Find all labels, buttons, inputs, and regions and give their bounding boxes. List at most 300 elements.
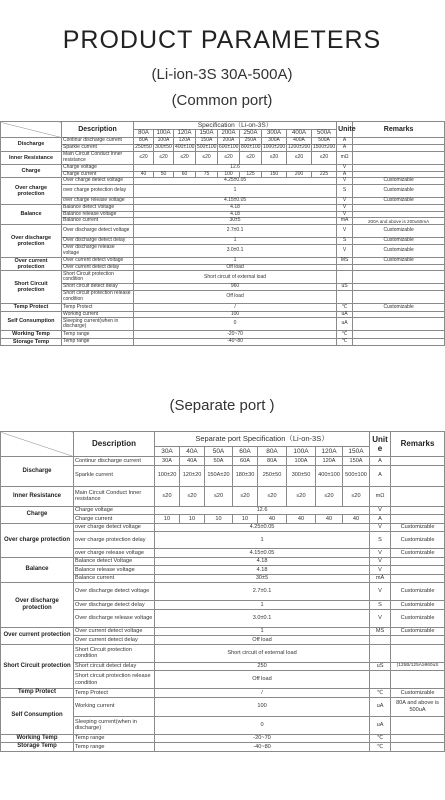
value-cell: ≤20 — [312, 151, 337, 164]
remark-cell — [391, 636, 445, 645]
unit-cell: ℃ — [337, 338, 353, 345]
size-cell: 40A — [180, 447, 205, 457]
value-cell: ≤20 — [180, 486, 205, 506]
value-cell: 150A — [196, 138, 218, 145]
row-description: Over discharge detect voltage — [74, 583, 155, 601]
unit-cell: V — [370, 583, 391, 601]
value-cell: 40 — [134, 171, 154, 178]
remark-cell: Customizable — [353, 225, 445, 238]
size-cell: 150A — [343, 447, 370, 457]
value-cell: ≤20 — [233, 486, 258, 506]
value-cell: 100 — [218, 171, 240, 178]
value-cell: 0 — [134, 318, 337, 331]
table-row — [1, 318, 445, 331]
table-row — [1, 225, 445, 238]
unit-cell: uS — [337, 284, 353, 291]
value-cell: 4.18 — [155, 566, 370, 575]
table-row — [1, 523, 445, 532]
unit-cell: A — [337, 145, 353, 152]
unit-cell: ℃ — [370, 743, 391, 752]
category-discharge: Discharge — [1, 457, 74, 487]
value-cell: 4.18 — [134, 211, 337, 218]
value-cell: 1 — [155, 532, 370, 549]
category-inner-resistance: Inner Resistance — [1, 151, 62, 164]
value-cell: ≤20 — [287, 486, 316, 506]
remark-cell: 200A and above is 200±50mA — [353, 218, 445, 225]
category-storage-temp: Storage Temp — [1, 743, 74, 752]
unit-cell — [370, 636, 391, 645]
table-row — [1, 244, 445, 257]
category-working-temp: Working Temp — [1, 331, 62, 338]
remark-cell — [391, 566, 445, 575]
unit-cell: V — [337, 225, 353, 238]
category-self-consumption: Self Consumption — [1, 697, 74, 734]
size-cell: 200A — [218, 130, 240, 138]
common-port-table — [0, 121, 445, 346]
value-cell: 40 — [343, 515, 370, 524]
model-subtitle: (Li-ion-3S 30A-500A) — [151, 66, 293, 83]
value-cell: 400±100 — [175, 144, 195, 151]
value-cell: 12.6 — [155, 506, 370, 515]
size-cell: 100A — [287, 447, 316, 457]
value-cell: 4.15±0.05 — [155, 549, 370, 558]
size-cell: 80A — [134, 130, 154, 138]
remark-cell — [391, 457, 445, 466]
unit-cell — [370, 671, 391, 689]
value-cell: 3.0±0.1 — [134, 244, 337, 257]
header-row — [1, 432, 445, 447]
value-cell: ≤20 — [196, 151, 218, 164]
row-description: Short Circuit protection condition — [74, 644, 155, 662]
table-row — [1, 506, 445, 515]
table-row — [1, 218, 445, 225]
row-description: Over current detect delay — [74, 636, 155, 645]
remark-cell: Customizable — [353, 185, 445, 198]
value-cell: 120A — [316, 457, 343, 466]
separate-port-table — [0, 431, 445, 752]
size-cell: 80A — [258, 447, 287, 457]
remark-cell: Customizable — [353, 244, 445, 257]
row-description: Balance detect Voltage — [62, 204, 134, 211]
remark-cell — [353, 284, 445, 291]
unit-cell: ℃ — [337, 304, 353, 311]
value-cell: 40 — [287, 515, 316, 524]
value-cell: 30±5 — [134, 218, 337, 225]
value-cell: ≤20 — [316, 486, 343, 506]
row-description: Main Circuit Conduct Inner resistance — [74, 486, 155, 506]
value-cell: Off load — [134, 264, 337, 271]
value-cell: 4.15±0.05 — [134, 198, 337, 205]
size-cell: 500A — [312, 130, 337, 138]
remark-cell — [391, 465, 445, 486]
value-cell: 150A±20 — [205, 465, 233, 486]
remark-cell — [391, 515, 445, 524]
row-description: Over discharge detect voltage — [62, 225, 134, 238]
remark-cell: Customizable — [391, 549, 445, 558]
value-cell: -40~80 — [134, 338, 337, 345]
row-description: Short circuit protection release condition — [74, 671, 155, 689]
row-description: Charge current — [74, 515, 155, 524]
value-cell: 225 — [312, 171, 337, 178]
remark-cell — [391, 574, 445, 583]
row-description: Charge voltage — [74, 506, 155, 515]
value-cell: ≤20 — [262, 151, 287, 164]
value-cell: / — [134, 304, 337, 311]
row-description: Sparkle current — [62, 145, 134, 152]
table-row — [1, 151, 445, 164]
unit-cell: uA — [370, 716, 391, 734]
table-row — [1, 583, 445, 601]
remark-cell: Customizable — [353, 238, 445, 245]
value-cell: 1 — [134, 257, 337, 264]
row-description: Main Circuit Conduct Inner resistance — [62, 151, 134, 164]
value-cell: 180±30 — [233, 465, 258, 486]
row-description: Balance release voltage — [62, 211, 134, 218]
table-row — [1, 557, 445, 566]
page-title: PRODUCT PARAMETERS — [62, 26, 382, 54]
remark-cell — [353, 291, 445, 304]
unit-cell: V — [337, 164, 353, 171]
value-cell: 1000±200 — [263, 144, 286, 151]
table-row — [1, 331, 445, 338]
value-cell: 250 — [155, 662, 370, 671]
category-over-current: Over current protection — [1, 627, 74, 644]
unit-cell: mΩ — [337, 151, 353, 164]
value-cell: ≤20 — [134, 151, 154, 164]
specification-header: Separate port Specification（Li-on-3S） — [155, 432, 370, 447]
category-discharge: Discharge — [1, 138, 62, 152]
value-cell: 2.7±0.1 — [155, 583, 370, 601]
value-cell: 1 — [134, 185, 337, 198]
table-row — [1, 311, 445, 318]
value-cell: 10 — [205, 515, 233, 524]
row-description: over charge protection delay — [62, 185, 134, 198]
value-cell: 80A — [134, 138, 154, 145]
row-description: Sparkle current — [74, 465, 155, 486]
value-cell: 30±5 — [155, 574, 370, 583]
remark-cell: Customizable — [391, 583, 445, 601]
unit-cell: uA — [337, 318, 353, 331]
unit-cell: V — [370, 609, 391, 627]
size-cell: 50A — [205, 447, 233, 457]
value-cell: -20~70 — [134, 331, 337, 338]
value-cell: 1 — [155, 627, 370, 636]
row-description: Continur discharge current — [62, 138, 134, 145]
unit-cell: ℃ — [370, 689, 391, 698]
value-cell: 2.7±0.1 — [134, 225, 337, 238]
value-cell: -40~80 — [155, 743, 370, 752]
unit-cell: uS — [370, 662, 391, 671]
corner-cell — [1, 432, 74, 457]
category-over-charge: Over charge protection — [1, 178, 62, 205]
common-port-heading: (Common port) — [171, 92, 273, 109]
unit-cell: MS — [370, 627, 391, 636]
row-description: Sleeping current(when in discharge) — [62, 318, 134, 331]
remark-cell: Customizable — [391, 523, 445, 532]
remark-cell — [353, 271, 445, 284]
row-description: Temp Protect — [74, 689, 155, 698]
row-description: Over current detect delay — [62, 264, 134, 271]
remark-cell — [353, 138, 445, 145]
remark-cell: Customizable — [353, 257, 445, 264]
size-cell: 60A — [233, 447, 258, 457]
header-row — [1, 122, 445, 130]
unit-cell: V — [370, 506, 391, 515]
row-description: Temp range — [62, 331, 134, 338]
row-description: Temp range — [74, 734, 155, 743]
row-description: Balance release voltage — [74, 566, 155, 575]
value-cell: ≤20 — [174, 151, 196, 164]
remark-cell — [353, 164, 445, 171]
row-description: Over discharge detect delay — [62, 238, 134, 245]
value-cell: 10 — [233, 515, 258, 524]
row-description: over charge detect voltage — [74, 523, 155, 532]
category-inner-resistance: Inner Resistance — [1, 486, 74, 506]
remark-cell — [391, 716, 445, 734]
value-cell: 1200±200 — [288, 144, 311, 151]
unit-cell: uA — [337, 311, 353, 318]
description-header: Description — [74, 432, 155, 457]
remark-cell — [353, 318, 445, 331]
value-cell: 400±100 — [316, 465, 343, 486]
table-row — [1, 486, 445, 506]
size-cell: 300A — [262, 130, 287, 138]
value-cell: 4.25±0.05 — [155, 523, 370, 532]
table-row — [1, 271, 445, 284]
row-description: Charge voltage — [62, 164, 134, 171]
value-cell: Short circuit of external load — [134, 271, 337, 284]
remark-cell: Customizable — [353, 304, 445, 311]
value-cell: 300±50 — [155, 144, 172, 151]
value-cell: 150 — [262, 171, 287, 178]
unit-cell: S — [337, 238, 353, 245]
separate-port-heading: (Separate port ) — [169, 397, 275, 414]
value-cell: 400A — [287, 138, 312, 145]
unit-cell: S — [337, 185, 353, 198]
category-short-circuit: Short Circuit protection — [1, 271, 62, 304]
category-charge: Charge — [1, 506, 74, 523]
description-header: Description — [62, 122, 134, 138]
table-row — [1, 743, 445, 752]
value-cell: 40 — [258, 515, 287, 524]
row-description: Over discharge detect delay — [74, 601, 155, 610]
table-row — [1, 644, 445, 662]
value-cell: 50A — [205, 457, 233, 466]
table-row — [1, 185, 445, 198]
category-storage-temp: Storage Temp — [1, 338, 62, 345]
unit-cell: MS — [337, 257, 353, 264]
table-row — [1, 338, 445, 345]
value-cell: -20~70 — [155, 734, 370, 743]
row-description: Temp range — [74, 743, 155, 752]
unit-cell: A — [370, 457, 391, 466]
unit-cell: A — [370, 515, 391, 524]
remark-cell — [353, 211, 445, 218]
size-cell: 150A — [196, 130, 218, 138]
row-description: Sleeping current(when in discharge) — [74, 716, 155, 734]
value-cell: 120A — [174, 138, 196, 145]
value-cell: 30A — [155, 457, 180, 466]
remark-cell — [391, 486, 445, 506]
value-cell: 200A — [218, 138, 240, 145]
value-cell: 250±50 — [258, 465, 287, 486]
table-row — [1, 734, 445, 743]
specification-header: Specification（Li-on-3S） — [134, 122, 337, 130]
category-short-circuit: Short Circuit protection — [1, 644, 74, 689]
table-row — [1, 457, 445, 466]
remark-cell — [391, 743, 445, 752]
row-description: over charge release voltage — [62, 198, 134, 205]
value-cell: ≤20 — [205, 486, 233, 506]
category-temp-protect: Temp Protect — [1, 689, 74, 698]
size-cell: 120A — [316, 447, 343, 457]
value-cell: 3.0±0.1 — [155, 609, 370, 627]
value-cell: 500A — [312, 138, 337, 145]
remark-cell — [391, 734, 445, 743]
row-description: Short circuit protection release condition — [62, 291, 134, 304]
category-over-current: Over current protection — [1, 257, 62, 271]
remark-cell — [353, 331, 445, 338]
table-row — [1, 304, 445, 311]
value-cell: ≤20 — [240, 151, 262, 164]
value-cell: 1 — [155, 601, 370, 610]
remark-cell — [353, 151, 445, 164]
row-description: Working current — [62, 311, 134, 318]
row-description: Over current detect voltage — [62, 257, 134, 264]
category-balance: Balance — [1, 204, 62, 224]
row-description: Balance detect Voltage — [74, 557, 155, 566]
category-balance: Balance — [1, 557, 74, 583]
value-cell: 200 — [287, 171, 312, 178]
value-cell: 0 — [155, 716, 370, 734]
row-description: Over discharge release voltage — [62, 244, 134, 257]
remarks-header: Remarks — [391, 432, 445, 457]
row-description: Working current — [74, 697, 155, 716]
row-description: over charge release voltage — [74, 549, 155, 558]
size-cell: 120A — [174, 130, 196, 138]
remark-cell — [353, 311, 445, 318]
remark-cell: Customizable — [391, 689, 445, 698]
unit-cell: ℃ — [370, 734, 391, 743]
remark-cell — [353, 338, 445, 345]
value-cell: 75 — [196, 171, 218, 178]
remark-cell: Customizable — [391, 627, 445, 636]
category-temp-protect: Temp Protect — [1, 304, 62, 311]
value-cell: 120±20 — [180, 465, 205, 486]
category-over-charge: Over charge protection — [1, 523, 74, 557]
unit-cell: V — [370, 523, 391, 532]
remark-cell — [353, 145, 445, 152]
value-cell: ≤20 — [154, 151, 174, 164]
unit-cell: mA — [370, 574, 391, 583]
value-cell: 1 — [134, 238, 337, 245]
value-cell: 500±100 — [197, 144, 217, 151]
value-cell: 500±100 — [343, 465, 370, 486]
remark-cell: Customizable — [353, 198, 445, 205]
unit-cell: A — [337, 138, 353, 145]
remark-cell — [391, 557, 445, 566]
table-row — [1, 627, 445, 636]
unit-cell: mA — [337, 218, 353, 225]
table-row — [1, 689, 445, 698]
remark-cell: (125B/125A≥960uS — [391, 662, 445, 671]
value-cell: 1500±200 — [313, 144, 336, 151]
table-row — [1, 697, 445, 716]
value-cell: ≤20 — [155, 486, 180, 506]
row-description: Charge current — [62, 171, 134, 178]
category-charge: Charge — [1, 164, 62, 178]
value-cell: 10 — [155, 515, 180, 524]
value-cell: ≤20 — [218, 151, 240, 164]
value-cell: 250A — [240, 138, 262, 145]
remark-cell — [391, 671, 445, 689]
value-cell: 80A — [258, 457, 287, 466]
unit-cell: S — [370, 601, 391, 610]
category-working-temp: Working Temp — [1, 734, 74, 743]
value-cell: 4.18 — [155, 557, 370, 566]
unit-cell: mΩ — [370, 486, 391, 506]
value-cell: 50 — [154, 171, 174, 178]
value-cell: ≤20 — [258, 486, 287, 506]
unit-cell: V — [370, 557, 391, 566]
remark-cell — [353, 204, 445, 211]
row-description: Balance current — [74, 574, 155, 583]
unit-cell — [337, 271, 353, 284]
value-cell: Short circuit of external load — [155, 644, 370, 662]
remark-cell: Customizable — [391, 609, 445, 627]
size-cell: 30A — [155, 447, 180, 457]
remark-cell: 80A and above is 500uA — [391, 697, 445, 716]
size-cell: 250A — [240, 130, 262, 138]
remark-cell: Customizable — [391, 532, 445, 549]
row-description: Short Circuit protection condition — [62, 271, 134, 284]
remarks-header: Remarks — [353, 122, 445, 138]
table-row — [1, 291, 445, 304]
unit-cell: V — [337, 244, 353, 257]
unit-cell: uA — [370, 697, 391, 716]
category-self-consumption: Self Consumption — [1, 311, 62, 331]
value-cell: 10 — [180, 515, 205, 524]
remark-cell — [391, 644, 445, 662]
value-cell: 125 — [240, 171, 262, 178]
category-over-discharge: Over discharge protection — [1, 583, 74, 628]
unit-cell — [337, 264, 353, 271]
row-description: Over current detect voltage — [74, 627, 155, 636]
unit-header: Unite — [337, 122, 353, 138]
unit-cell: V — [370, 566, 391, 575]
size-cell: 400A — [287, 130, 312, 138]
value-cell: 100±20 — [155, 465, 180, 486]
value-cell: / — [155, 689, 370, 698]
value-cell: 300±50 — [287, 465, 316, 486]
unit-cell: V — [337, 211, 353, 218]
value-cell: Off load — [155, 671, 370, 689]
value-cell: 12.6 — [134, 164, 337, 171]
row-description: Over charge detect voltage — [62, 178, 134, 185]
unit-cell: A — [337, 171, 353, 178]
value-cell: 250±50 — [135, 144, 152, 151]
table-row — [1, 264, 445, 271]
unit-cell: V — [337, 178, 353, 185]
row-description: Temp Protect — [62, 304, 134, 311]
remark-cell: Customizable — [353, 178, 445, 185]
value-cell: 40 — [316, 515, 343, 524]
row-description: Short circuit detect delay — [74, 662, 155, 671]
value-cell: 960 — [134, 284, 337, 291]
category-over-discharge: Over discharge protection — [1, 225, 62, 258]
unit-cell: S — [370, 532, 391, 549]
unit-cell: V — [370, 549, 391, 558]
